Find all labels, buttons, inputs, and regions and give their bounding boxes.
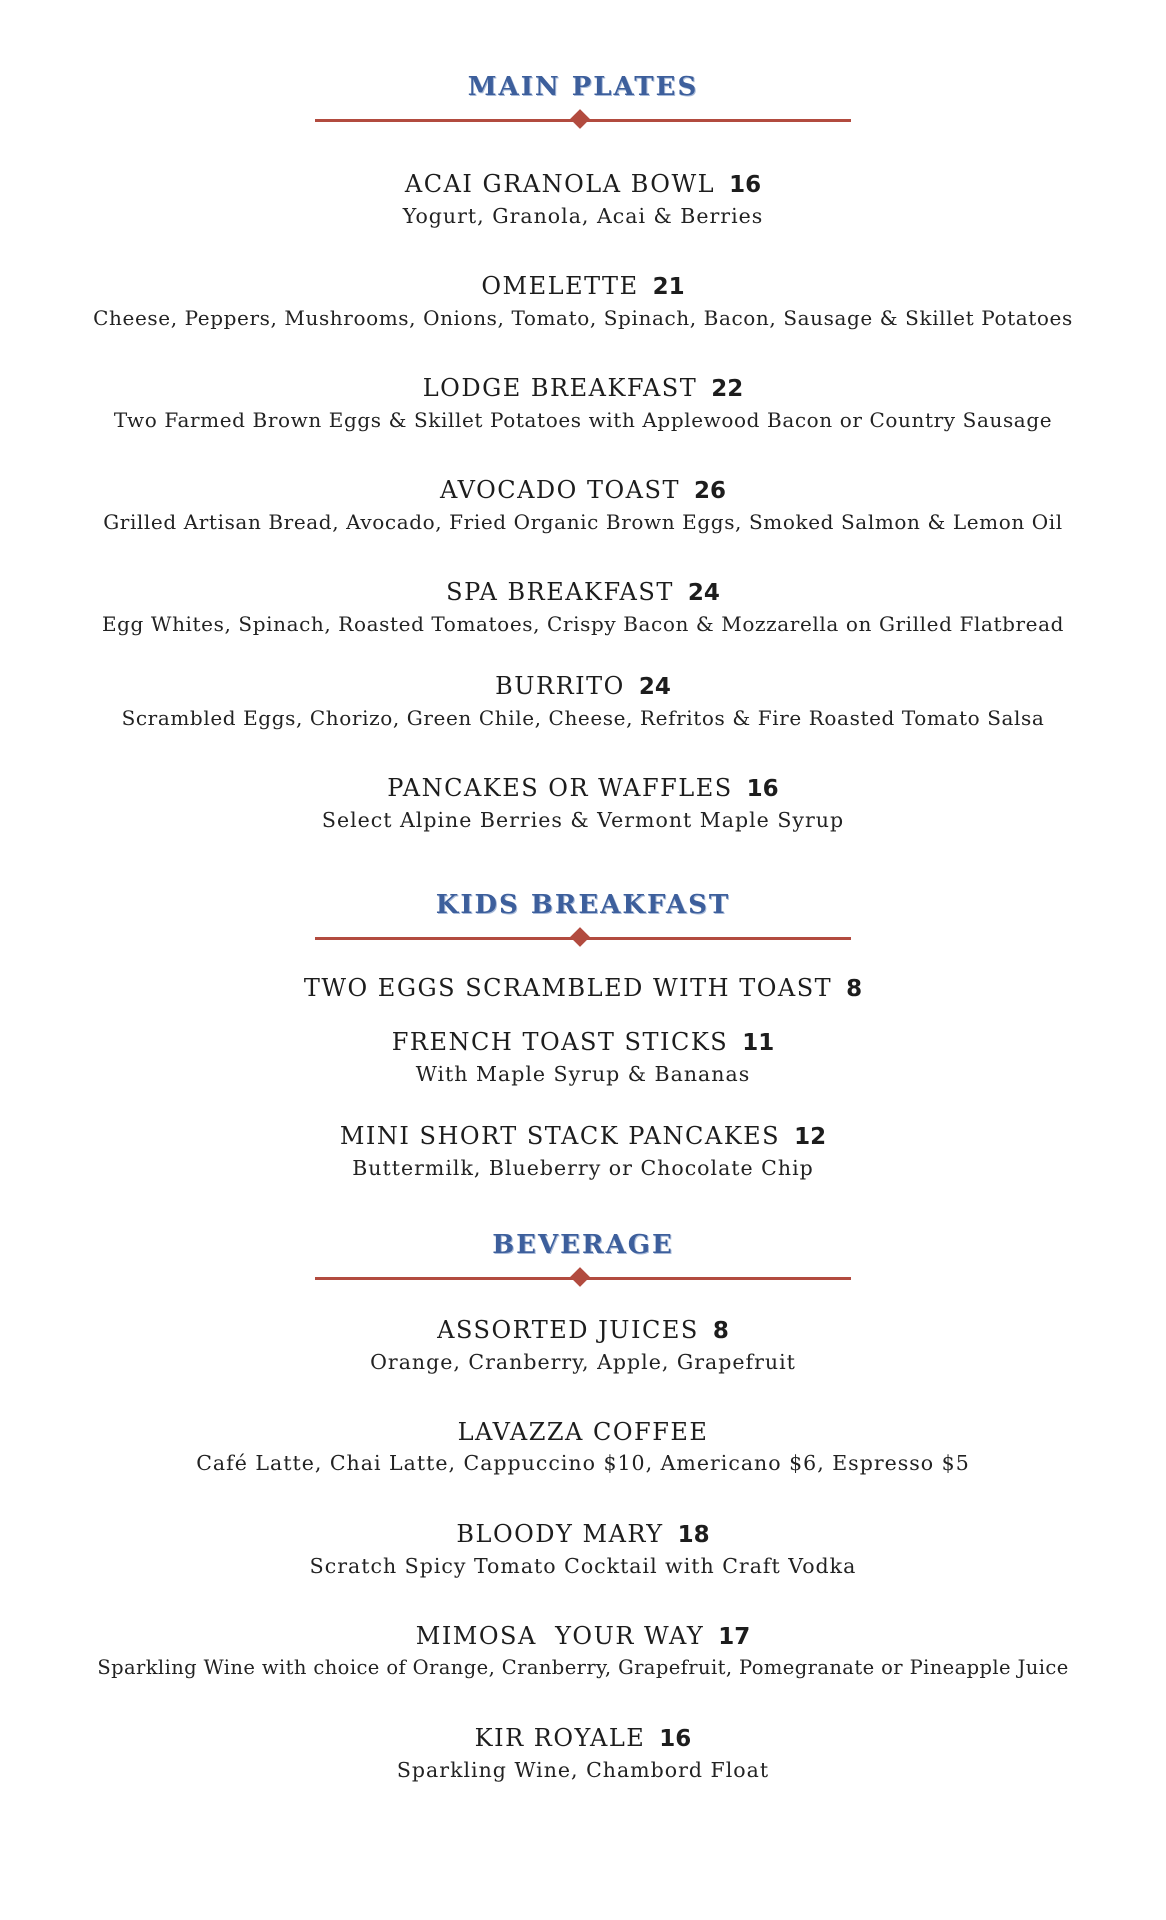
menu-item [0,1620,1166,1683]
item-description: Sparkling Wine, Chambord Float [396,1758,770,1782]
menu-item [0,270,1166,333]
item-description: With Maple Syrup & Bananas [415,1062,751,1086]
menu-item [0,1416,1166,1478]
item-name: BLOODY MARY [456,1520,664,1548]
menu-item [0,576,1166,639]
item-name: PANCAKES OR WAFFLES [387,774,733,802]
item-price: 8 [712,1318,729,1344]
item-description: Yogurt, Granola, Acai & Berries [402,204,764,228]
menu-item [0,372,1166,435]
item-price: 11 [742,1030,775,1056]
item-price: 17 [718,1624,751,1650]
menu-item [0,1722,1166,1785]
diamond-ornament-icon [570,1267,590,1287]
menu-item [0,168,1166,231]
item-description: Select Alpine Berries & Vermont Maple Syrup [321,808,845,832]
item-price: 16 [746,776,779,802]
item-price: 21 [652,274,685,300]
item-name: TWO EGGS SCRAMBLED WITH TOAST [303,974,833,1002]
section-divider [315,1268,851,1288]
section-beverage [0,1228,1166,1288]
item-price: 24 [687,580,720,606]
item-price: 18 [677,1522,710,1548]
section-kids-breakfast [0,888,1166,948]
section-title: KIDS BREAKFAST [435,890,731,920]
menu-item [0,1120,1166,1183]
item-description: Orange, Cranberry, Apple, Grapefruit [370,1350,796,1374]
section-title: MAIN PLATES [467,72,699,102]
section-main-plates [0,70,1166,130]
item-description: Scratch Spicy Tomato Cocktail with Craft Vodka [309,1554,857,1578]
item-price: 24 [638,674,671,700]
item-name: ACAI GRANOLA BOWL [404,170,716,198]
item-description: Scrambled Eggs, Chorizo, Green Chile, Cheese, Refritos & Fire Roasted Tomato Salsa [121,706,1045,730]
item-description: Café Latte, Chai Latte, Cappuccino $10, Americano $6, Espresso $5 [196,1451,970,1475]
item-description: Cheese, Peppers, Mushrooms, Onions, Tomato, Spinach, Bacon, Sausage & Skillet Potatoes [93,306,1073,330]
diamond-ornament-icon [570,927,590,947]
menu-item [0,1314,1166,1377]
menu-item [0,670,1166,733]
item-name: AVOCADO TOAST [440,476,680,504]
item-description: Two Farmed Brown Eggs & Skillet Potatoes with Applewood Bacon or Country Sausage [113,408,1053,432]
section-divider [315,110,851,130]
menu-item [0,772,1166,835]
item-name: KIR ROYALE [474,1724,646,1752]
item-name: FRENCH TOAST STICKS [391,1028,729,1056]
item-price: 16 [659,1726,692,1752]
item-name: ASSORTED JUICES [437,1316,699,1344]
menu-item [0,1026,1166,1089]
menu-item [0,474,1166,537]
diamond-ornament-icon [570,109,590,129]
item-price: 26 [693,478,726,504]
item-name: MIMOSA YOUR WAY [415,1622,705,1650]
item-name: LAVAZZA COFFEE [457,1418,709,1446]
item-price: 16 [729,172,762,198]
item-description: Egg Whites, Spinach, Roasted Tomatoes, Crispy Bacon & Mozzarella on Grilled Flatbread [101,612,1065,636]
item-description: Grilled Artisan Bread, Avocado, Fried Organic Brown Eggs, Smoked Salmon & Lemon Oil [103,510,1063,534]
item-name: SPA BREAKFAST [446,578,674,606]
item-name: OMELETTE [481,272,639,300]
menu-item [0,1518,1166,1581]
item-price: 12 [794,1124,827,1150]
item-description: Sparkling Wine with choice of Orange, Cranberry, Grapefruit, Pomegranate or Pineapple Juice [97,1656,1069,1679]
item-name: MINI SHORT STACK PANCAKES [339,1122,781,1150]
section-title: BEVERAGE [492,1230,674,1260]
item-name: LODGE BREAKFAST [422,374,698,402]
menu-item [0,972,1166,1005]
section-divider [315,928,851,948]
item-name: BURRITO [495,672,625,700]
item-price: 8 [846,976,863,1002]
item-description: Buttermilk, Blueberry or Chocolate Chip [352,1156,814,1180]
item-price: 22 [711,376,744,402]
